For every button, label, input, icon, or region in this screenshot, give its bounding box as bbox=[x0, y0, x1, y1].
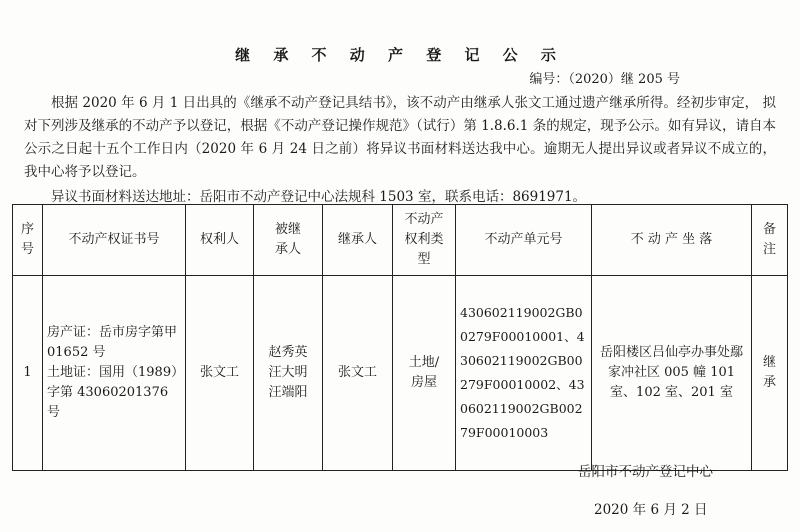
header-heir: 继承人 bbox=[323, 205, 393, 276]
cell-heir: 张文工 bbox=[323, 276, 393, 471]
header-location: 不 动 产 坐 落 bbox=[592, 205, 752, 276]
cell-remark: 继 承 bbox=[752, 276, 788, 471]
registration-table bbox=[12, 204, 788, 471]
cell-cert: 房产证：岳市房字第甲 01652 号 土地证：国用（1989）字第 43060201376 号 bbox=[43, 276, 186, 471]
cell-location: 岳阳楼区吕仙亭办事处鄢家冲社区 005 幢 101 室、102 室、201 室 bbox=[592, 276, 752, 471]
cell-owner: 张文工 bbox=[186, 276, 254, 471]
notice-body: 根据 2020 年 6 月 1 日出具的《继承不动产登记具结书》，该不动产由继承人张文工通过遗产继承所得。经初步审定， 拟对下列涉及继承的不动产予以登记，根据《不动产登记操作规范》（试行）第 1.8.6.1 条的规定，现予公示。如有异议，请自本公示之日起十五个工作日内（2020 年 6 月 24 日之前）将异议书面材料送达我中心。逾期无人提出异议或者异议不成立的，我中心将予以登记。 bbox=[24, 95, 776, 180]
document-number: 编号：（2020）继 205 号 bbox=[529, 72, 680, 87]
header-right-type: 不动产 权利类 型 bbox=[393, 205, 456, 276]
issue-date: 2020 年 6 月 2 日 bbox=[594, 502, 708, 518]
header-decedent: 被继 承人 bbox=[254, 205, 323, 276]
header-cert: 不动产权证书号 bbox=[43, 205, 186, 276]
cell-seq: 1 bbox=[13, 276, 43, 471]
objection-address: 异议书面材料送达地址：岳阳市不动产登记中心法规科 1503 室，联系电话：8691971。 bbox=[51, 189, 587, 205]
header-unit-no: 不动产单元号 bbox=[456, 205, 592, 276]
header-owner: 权利人 bbox=[186, 205, 254, 276]
header-remark: 备 注 bbox=[752, 205, 788, 276]
cell-right-type: 土地/ 房屋 bbox=[393, 276, 456, 471]
cell-decedent: 赵秀英 汪大明 汪端阳 bbox=[254, 276, 323, 471]
issuer-signature: 岳阳市不动产登记中心 bbox=[578, 464, 713, 480]
cell-unit-no: 430602119002GB00279F00010001、430602119002GB00279F00010002、430602119002GB00279F00010003 bbox=[456, 276, 592, 471]
table-header-row bbox=[13, 205, 788, 276]
header-seq: 序 号 bbox=[13, 205, 43, 276]
table-row bbox=[13, 276, 788, 471]
notice-title: 继 承 不 动 产 登 记 公 示 bbox=[235, 46, 565, 64]
